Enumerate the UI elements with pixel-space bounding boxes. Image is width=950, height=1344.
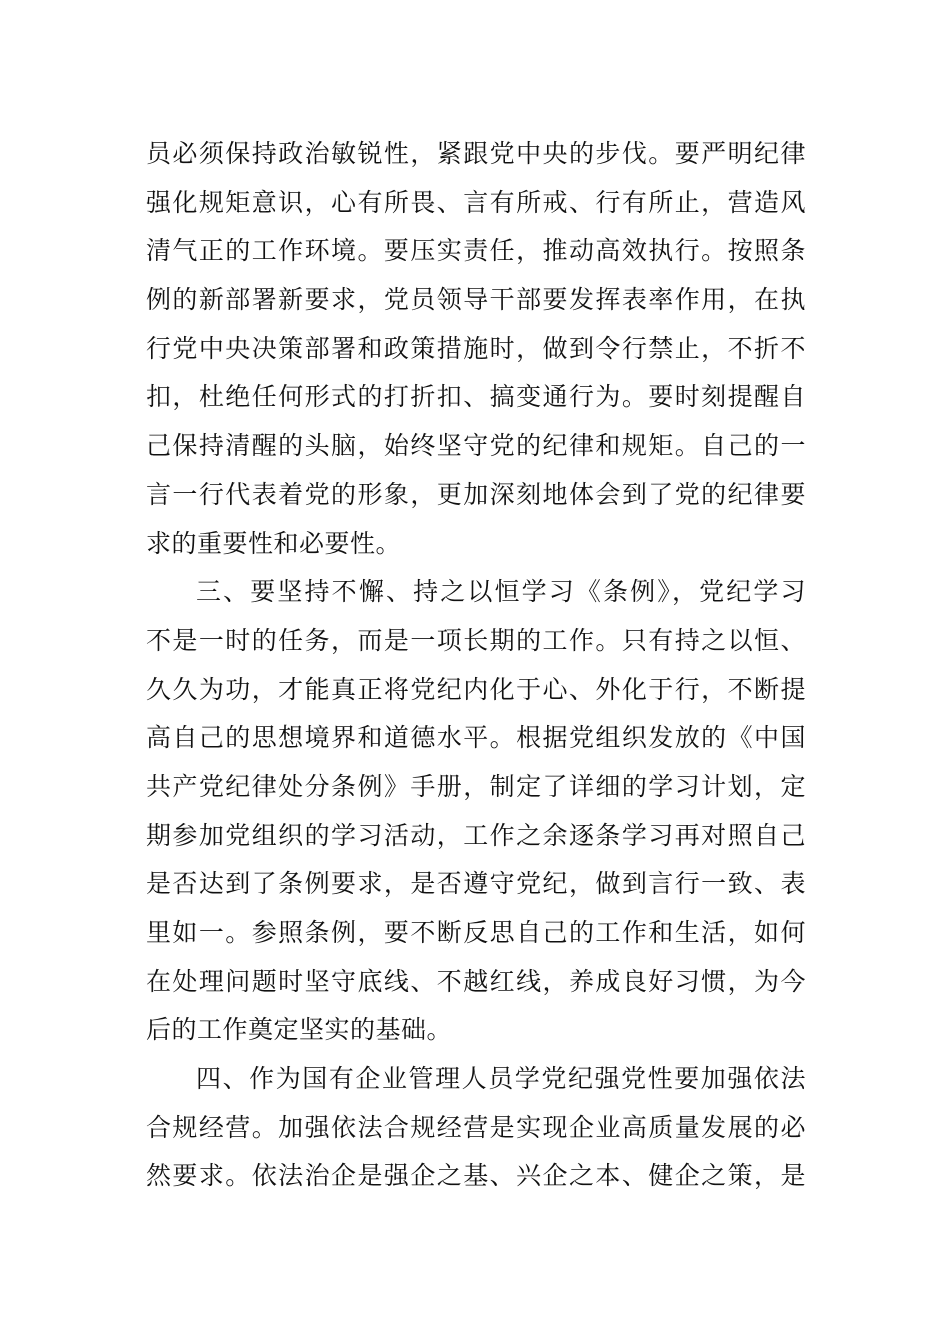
text-line: 不是一时的任务，而是一项长期的工作。只有持之以恒、 — [146, 625, 806, 655]
paragraph-start-line: 四、作为国有企业管理人员学党纪强党性要加强依法 — [196, 1064, 806, 1094]
text-line: 后的工作奠定坚实的基础。 — [146, 1015, 453, 1045]
text-line: 行党中央决策部署和政策措施时，做到令行禁止，不折不 — [146, 333, 806, 363]
text-line: 高自己的思想境界和道德水平。根据党组织发放的《中国 — [146, 723, 806, 753]
text-line: 里如一。参照条例，要不断反思自己的工作和生活，如何 — [146, 918, 806, 947]
paragraph-start-line: 三、要坚持不懈、持之以恒学习《条例》，党纪学习 — [196, 577, 806, 607]
text-line: 例的新部署新要求，党员领导干部要发挥表率作用，在执 — [146, 285, 806, 315]
text-line: 己保持清醒的头脑，始终坚守党的纪律和规矩。自己的一 — [146, 431, 806, 461]
text-line: 然要求。依法治企是强企之基、兴企之本、健企之策，是 — [146, 1161, 806, 1191]
body-text — [146, 130, 806, 1201]
text-line: 共产党纪律处分条例》手册，制定了详细的学习计划，定 — [146, 771, 806, 801]
text-line: 员必须保持政治敏锐性，紧跟党中央的步伐。要严明纪律 — [146, 139, 806, 168]
text-line: 合规经营。加强依法合规经营是实现企业高质量发展的必 — [146, 1112, 806, 1142]
text-line: 在处理问题时坚守底线、不越红线，养成良好习惯，为今 — [146, 966, 806, 996]
text-line: 强化规矩意识，心有所畏、言有所戒、行有所止，营造风 — [146, 187, 806, 217]
text-line: 久久为功，才能真正将党纪内化于心、外化于行，不断提 — [146, 674, 806, 704]
text-line: 求的重要性和必要性。 — [146, 528, 402, 558]
text-line: 扣，杜绝任何形式的打折扣、搞变通行为。要时刻提醒自 — [146, 382, 806, 412]
text-line: 期参加党组织的学习活动，工作之余逐条学习再对照自己 — [146, 820, 806, 850]
text-line: 是否达到了条例要求，是否遵守党纪，做到言行一致、表 — [146, 869, 806, 899]
text-line: 清气正的工作环境。要压实责任，推动高效执行。按照条 — [146, 236, 806, 266]
text-line: 言一行代表着党的形象，更加深刻地体会到了党的纪律要 — [146, 479, 806, 509]
